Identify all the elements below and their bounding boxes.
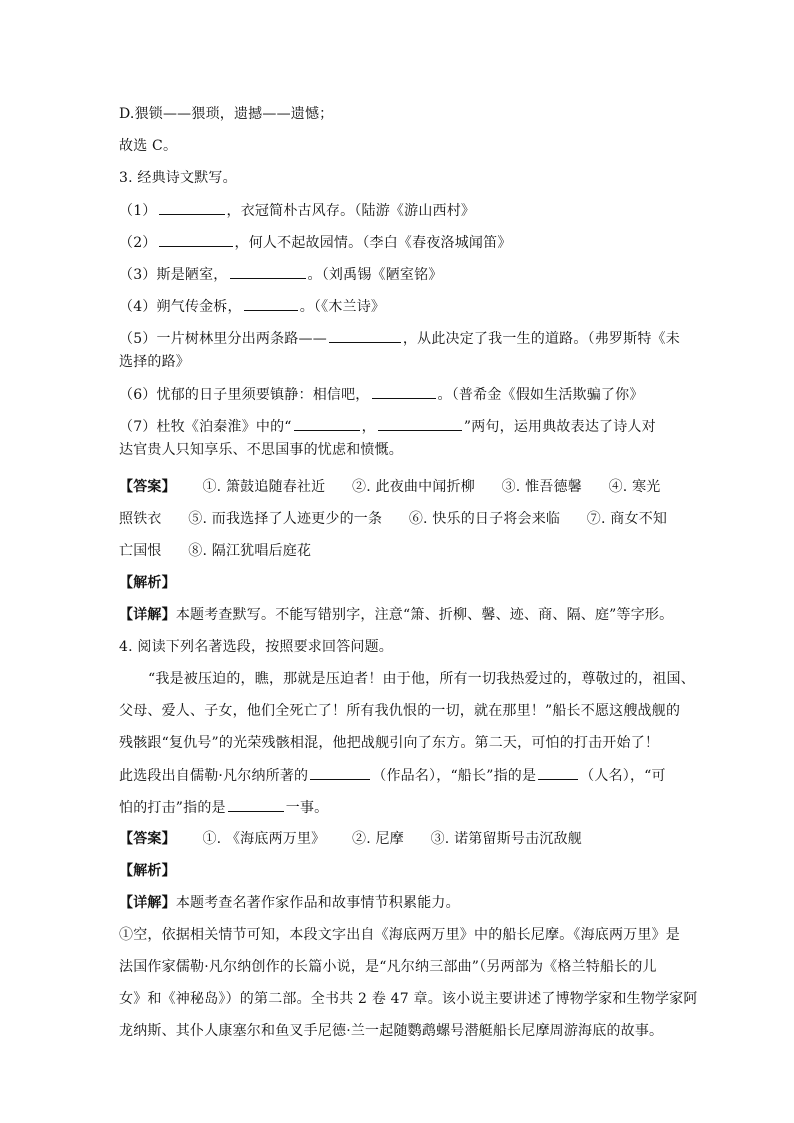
answer-blank (159, 232, 233, 247)
item-prefix: （4）朔气传金柝， (119, 299, 242, 315)
item-prefix: （2） (119, 235, 157, 251)
answer-line (119, 829, 582, 849)
question-item (119, 296, 385, 317)
answer-item: ②. 此夜曲中闻折柳 (352, 479, 475, 495)
answer-item: ⑧. 隔江犹唱后庭花 (188, 543, 312, 559)
answer-item: ③. 惟吾德馨 (501, 479, 582, 495)
passage-line: 残骸跟“复仇号”的光荣残骸相混，他把战舰引向了东方。第二天，可怕的打击开始了！ (119, 735, 660, 751)
answer-blank (294, 416, 360, 431)
answer-blank (310, 765, 370, 780)
explanation-line: 龙纳斯、其仆人康塞尔和鱼叉手尼德·兰一起随鹦鹉螺号潜艇船长尼摩周游海底的故事。 (119, 1023, 664, 1039)
item-suffix: ，衣冠简朴古风存。（陆游《游山西村》 (226, 203, 476, 219)
item-middle: （作品名），“船长”指的是 (372, 768, 537, 784)
passage-line: “我是被压迫的，瞧，那就是压迫者！由于他，所有一切我热爱过的，尊敬过的，祖国、 (148, 671, 695, 687)
item-suffix: ，何人不起故园情。（李白《春夜洛城闻笛》 (234, 235, 512, 251)
detail-line (119, 605, 673, 625)
item-prefix: 此选段出自儒勒·凡尔纳所著的 (119, 768, 309, 784)
question-item (119, 416, 656, 437)
answer-item: 照铁衣 (119, 511, 162, 527)
detail-tag: 【详解】 (119, 895, 176, 911)
answer-item: ①. 箫鼓追随春社近 (202, 479, 326, 495)
item-suffix: ，从此决定了我一生的道路。（弗罗斯特《未 (402, 331, 680, 347)
item-suffix: 一事。 (285, 800, 329, 816)
answer-blank (378, 416, 462, 431)
item-prefix: （1） (119, 203, 157, 219)
answer-blank (538, 765, 578, 780)
question-item (119, 765, 666, 786)
question-heading: 3. 经典诗文默写。 (119, 170, 237, 186)
item-suffix: ”两句，运用典故表达了诗人对 (463, 419, 656, 435)
item-suffix: 。（《木兰诗》 (299, 299, 386, 315)
detail-line (119, 893, 460, 913)
text-line: D.猥锁——猥琐，遗撼——遗憾； (119, 106, 334, 122)
answer-blank (230, 264, 306, 279)
answer-blank (329, 328, 401, 343)
item-separator: ， (361, 419, 376, 435)
item-prefix: （7）杜牧《泊秦淮》中的“ (119, 419, 292, 435)
answer-line (119, 541, 311, 561)
answer-item: ③. 诺第留斯号击沉敌舰 (430, 831, 582, 847)
item-prefix: 怕的打击”指的是 (119, 800, 226, 816)
item-suffix: 。（刘禹锡《陋室铭》 (307, 267, 443, 283)
detail-text: 本题考查默写。不能写错别字，注意“箫、折柳、馨、迹、商、隔、庭”等字形。 (175, 607, 674, 623)
item-prefix: （5）一片树林里分出两条路—— (119, 331, 327, 347)
answer-item: ⑤. 而我选择了人迹更少的一条 (188, 511, 383, 527)
item-prefix: （3）斯是陋室， (119, 267, 228, 283)
text-line: 选择的路》 (119, 354, 190, 370)
text-line: 达官贵人只知享乐、不思国事的忧虑和愤慨。 (119, 442, 403, 458)
answer-blank (228, 797, 284, 812)
explanation-line: 女》和《神秘岛》）的第二部。全书共 2 卷 47 章。该小说主要讲述了博物学家和生物学家阿 (119, 991, 698, 1007)
explanation-line: 法国作家儒勒·凡尔纳创作的长篇小说，是“凡尔纳三部曲”（另两部为《格兰特船长的儿 (119, 959, 657, 975)
answer-item: ④. 寒光 (608, 479, 661, 495)
analysis-tag: 【解析】 (119, 863, 176, 879)
question-item (119, 797, 328, 818)
question-item (119, 264, 443, 285)
answer-item: ⑥. 快乐的日子将会来临 (408, 511, 561, 527)
answer-tag: 【答案】 (119, 479, 176, 495)
explanation-line: ①空，依据相关情节可知，本段文字出自《海底两万里》中的船长尼摩。《海底两万里》是 (119, 927, 680, 943)
answer-line (119, 477, 660, 497)
question-item (119, 200, 475, 221)
answer-blank (159, 200, 225, 215)
item-prefix: （6）忧郁的日子里须要镇静：相信吧， (119, 387, 370, 403)
answer-item: 亡国恨 (119, 543, 162, 559)
answer-blank (244, 296, 298, 311)
answer-item: ②. 尼摩 (352, 831, 404, 847)
question-item (119, 232, 512, 253)
answer-item: ⑦. 商女不知 (586, 511, 668, 527)
answer-line (119, 509, 667, 529)
answer-item: ①. 《海底两万里》 (202, 831, 326, 847)
answer-blank (372, 384, 436, 399)
question-item (119, 328, 680, 349)
detail-tag: 【详解】 (119, 607, 176, 623)
detail-text: 本题考查名著作家作品和故事情节积累能力。 (175, 895, 460, 911)
item-suffix: 。（普希金《假如生活欺骗了你》 (437, 387, 644, 403)
passage-line: 父母、爱人、子女，他们全死亡了！所有我仇恨的一切，就在那里！”船长不愿这艘战舰的 (119, 703, 681, 719)
item-suffix: （人名），“可 (580, 768, 666, 784)
text-line: 故选 C。 (119, 138, 178, 154)
question-heading: 4. 阅读下列名著选段，按照要求回答问题。 (119, 639, 394, 655)
question-item (119, 384, 644, 405)
answer-tag: 【答案】 (119, 831, 176, 847)
analysis-tag: 【解析】 (119, 575, 176, 591)
